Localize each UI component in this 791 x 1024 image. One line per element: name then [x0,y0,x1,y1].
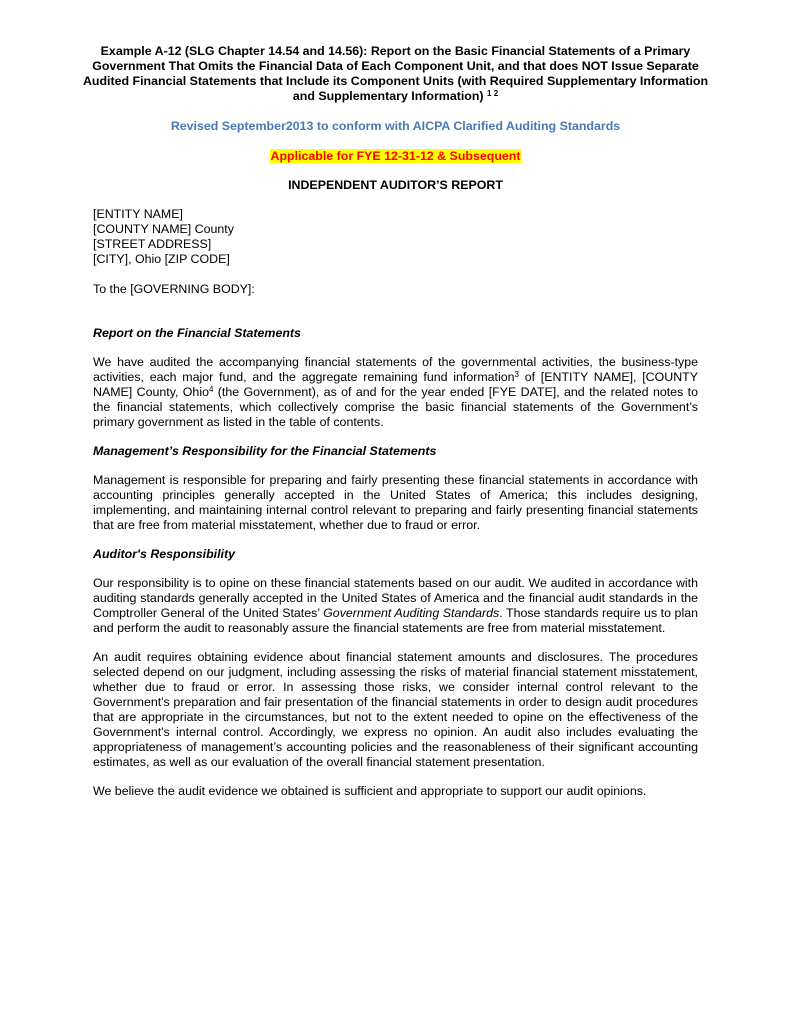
paragraph-text: . Those standards require us to plan and perform the audit to reasonably assure the financial statements are free from material misstatement. [93,606,698,635]
address-line-street: [STREET ADDRESS] [93,237,212,251]
footnote-ref-3: 3 [514,370,519,379]
applicable-note-wrap [93,149,698,164]
paragraph-text: of [ENTITY NAME], [COUNTY NAME] County, Ohio [93,370,698,399]
paragraph-auditor-2: An audit requires obtaining evidence about financial statement amounts and disclosures. The procedures selected depend on our judgment, including assessing the risks of material financial statement misstatement, whether due to fraud or error. In assessing those risks, we consider internal control relevant to the Government's preparation and fair presentation of the financial statements in order to design audit procedures that are appropriate in the circumstances, but not to the extent needed to opine on the effectiveness of the Government's internal control. Accordingly, we express no opinion. An audit also includes evaluating the appropriateness of management’s accounting policies and the reasonableness of their significant accounting estimates, as well as our evaluation of the overall financial statement presentation. [93,650,698,769]
paragraph-auditor-1 [93,576,698,636]
report-title: INDEPENDENT AUDITOR’S REPORT [288,178,503,192]
document-title-text: Example A-12 (SLG Chapter 14.54 and 14.56): Report on the Basic Financial Statements of a Primary Government That Omits the Financial Data of Each Component Unit, and that does NOT Issue Separate Audited Financial Statements that Include its Component Units (with Required Supplementary Information and Supplementary Information) [82,44,709,103]
footnote-ref-4: 4 [208,385,214,394]
revised-note: Revised September2013 to conform with AICPA Clarified Auditing Standards [170,119,621,133]
section-heading-auditor: Auditor's Responsibility [93,547,236,561]
address-line-city: [CITY], Ohio [ZIP CODE] [93,252,230,266]
address-line-county: [COUNTY NAME] County [93,222,234,236]
title-footnote-refs: 1 2 [487,89,499,98]
paragraph-management: Management is responsible for preparing and fairly presenting these financial statements in accordance with accounting principles generally accepted in the United States of America; this includes designing, implementing, and maintaining internal control relevant to preparing and fairly presenting financial statements that are free from material misstatement, whether due to fraud or error. [93,473,698,532]
document-title [81,44,710,104]
paragraph-text: We have audited the accompanying financial statements of the governmental activities, the business-type activities, each major fund, and the aggregate remaining fund information [93,355,698,384]
paragraph-report-intro [93,355,698,430]
salutation: To the [GOVERNING BODY]: [93,282,255,296]
section-heading-management: Management’s Responsibility for the Financial Statements [93,444,437,458]
applicable-note: Applicable for FYE 12-31-12 & Subsequent [270,149,521,163]
section-heading-report: Report on the Financial Statements [93,326,301,340]
paragraph-text: (the Government), as of and for the year ended [FYE DATE], and the related notes to the financial statements, which collectively comprise the basic financial statements of the Government’s primary government as listed in the table of contents. [93,385,698,429]
emphasis-gas: Government Auditing Standards [323,606,500,620]
paragraph-auditor-3: We believe the audit evidence we obtained is sufficient and appropriate to support our audit opinions. [93,784,647,798]
document-page [82,44,709,799]
address-block [93,207,698,267]
paragraph-text: Our responsibility is to opine on these financial statements based on our audit. We audited in accordance with auditing standards generally accepted in the United States of America and the financial audit standards in the Comptroller General of the United States’ [93,576,698,620]
address-line-entity: [ENTITY NAME] [93,207,183,221]
